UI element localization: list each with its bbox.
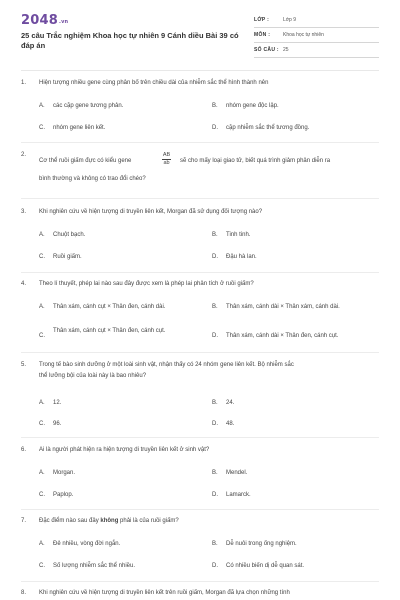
question-text-emphasis: không xyxy=(100,518,119,524)
option-letter: A. xyxy=(39,103,45,109)
option-letter: B. xyxy=(212,541,218,547)
page-title: 25 câu Trắc nghiệm Khoa học tự nhiên 9 Cánh diều Bài 39 có đáp án xyxy=(21,31,239,50)
option-letter: B. xyxy=(212,103,218,109)
question-number: 1. xyxy=(21,80,27,86)
question-text-before: Đặc điểm nào sau đây xyxy=(39,518,99,524)
option-text: Thân xám, cánh cụt × Thân đen, cánh cụt. xyxy=(53,328,166,334)
option-text: Đẻ nhiều, vòng đời ngắn. xyxy=(53,541,121,547)
option-letter: C. xyxy=(39,333,45,339)
fraction-numerator: AB xyxy=(162,152,171,158)
question-divider xyxy=(21,352,379,353)
option-text: Mendel. xyxy=(226,470,248,476)
question-text: Theo lí thuyết, phép lai nào sau đây được xem là phép lai phân tích ở ruồi giấm? xyxy=(39,281,254,287)
option-text: Morgan. xyxy=(53,470,76,476)
meta-value: Khoa học tự nhiên xyxy=(283,32,324,38)
question-divider xyxy=(21,142,379,143)
option-letter: D. xyxy=(212,421,218,427)
option-text: Thân xám, cánh cụt × Thân đen, cánh dài. xyxy=(53,304,166,310)
option-letter: A. xyxy=(39,232,45,238)
option-text: Paplop. xyxy=(53,492,74,498)
question-divider xyxy=(21,272,379,273)
option-text: 24. xyxy=(226,400,235,406)
option-text: các cặp gene tương phản. xyxy=(53,103,124,109)
option-text: cặp nhiễm sắc thể tương đồng. xyxy=(226,125,310,131)
option-text: Chuột bạch. xyxy=(53,232,86,238)
option-letter: A. xyxy=(39,541,45,547)
option-letter: D. xyxy=(212,254,218,260)
option-text: nhóm gene độc lập. xyxy=(226,103,279,109)
option-letter: D. xyxy=(212,492,218,498)
option-letter: A. xyxy=(39,400,45,406)
question-divider xyxy=(21,509,379,510)
option-letter: A. xyxy=(39,470,45,476)
question-text-after: phải là của ruồi giấm? xyxy=(120,518,179,524)
option-text: Ruồi giấm. xyxy=(53,254,82,260)
option-letter: B. xyxy=(212,470,218,476)
genotype-fraction xyxy=(162,152,171,166)
meta-row-class xyxy=(254,14,379,28)
option-text: Đậu hà lan. xyxy=(226,254,257,260)
fraction-denominator: ab xyxy=(163,159,170,166)
question-divider xyxy=(21,198,379,199)
question-text: Khi nghiên cứu về hiện tượng di truyền liên kết trên ruồi giấm, Morgan đã lựa chọn những tính xyxy=(39,590,290,596)
option-letter: B. xyxy=(212,400,218,406)
option-text: 12. xyxy=(53,400,62,406)
meta-row-subject xyxy=(254,29,379,43)
option-letter: C. xyxy=(39,125,45,131)
question-number: 7. xyxy=(21,518,27,524)
option-letter: B. xyxy=(212,232,218,238)
option-text: Thân xám, cánh dài × Thân xám, cánh dài. xyxy=(226,304,340,310)
option-text: nhóm gene liên kết. xyxy=(53,125,106,131)
document-meta xyxy=(254,14,379,59)
logo-main: 2048 xyxy=(21,13,58,28)
option-text: Có nhiều biến dị dễ quan sát. xyxy=(226,563,305,569)
option-text: Lamarck. xyxy=(226,492,251,498)
meta-label: LỚP : xyxy=(254,17,270,23)
option-letter: C. xyxy=(39,492,45,498)
question-text: Cơ thể ruồi giấm đực có kiểu gene xyxy=(39,158,132,164)
header-divider xyxy=(21,70,379,71)
option-text: Số lượng nhiễm sắc thể nhiều. xyxy=(53,563,135,569)
meta-row-count xyxy=(254,44,379,58)
question-text: Trong tế bào sinh dưỡng ở một loài sinh vật, nhận thấy có 24 nhóm gene liên kết. Bộ nhiễm sắc xyxy=(39,362,294,368)
option-letter: C. xyxy=(39,563,45,569)
option-letter: B. xyxy=(212,304,218,310)
question-number: 6. xyxy=(21,447,27,453)
question-text-line2: bình thường và không có trao đổi chéo? xyxy=(39,176,146,182)
meta-value: 25 xyxy=(283,47,289,53)
option-letter: D. xyxy=(212,563,218,569)
site-logo[interactable] xyxy=(21,13,68,28)
option-text: 96. xyxy=(53,421,62,427)
option-text: Tinh tinh. xyxy=(226,232,251,238)
logo-suffix: .vn xyxy=(58,19,69,25)
document-header xyxy=(0,0,400,66)
option-text: Dễ nuôi trong ống nghiệm. xyxy=(226,541,297,547)
meta-label: SỐ CÂU : xyxy=(254,47,279,53)
question-number: 2. xyxy=(21,152,27,158)
option-letter: D. xyxy=(212,125,218,131)
question-text-continued: sẽ cho mấy loại giao tử, biết quá trình giảm phân diễn ra xyxy=(180,158,331,164)
question-text: Hiện tượng nhiều gene cùng phân bố trên chiều dài của nhiễm sắc thể hình thành nên xyxy=(39,80,269,86)
question-number: 4. xyxy=(21,281,27,287)
question-number: 3. xyxy=(21,209,27,215)
question-number: 5. xyxy=(21,362,27,368)
option-letter: A. xyxy=(39,304,45,310)
question-divider xyxy=(21,437,379,438)
question-text: Khi nghiên cứu về hiện tượng di truyền liên kết, Morgan đã sử dụng đối tượng nào? xyxy=(39,209,263,215)
option-text: Thân xám, cánh dài × Thân đen, cánh cụt. xyxy=(226,333,339,339)
question-text: Ai là người phát hiện ra hiện tượng di truyền liên kết ở sinh vật? xyxy=(39,447,210,453)
option-letter: C. xyxy=(39,421,45,427)
meta-label: MÔN : xyxy=(254,32,271,38)
option-letter: D. xyxy=(212,333,218,339)
option-letter: C. xyxy=(39,254,45,260)
question-number: 8. xyxy=(21,590,27,596)
meta-value: Lớp 9 xyxy=(283,17,297,23)
question-text xyxy=(39,516,379,527)
option-text: 48. xyxy=(226,421,235,427)
question-divider xyxy=(21,581,379,582)
question-text-line2: thể lưỡng bội của loài này là bao nhiêu? xyxy=(39,373,147,379)
